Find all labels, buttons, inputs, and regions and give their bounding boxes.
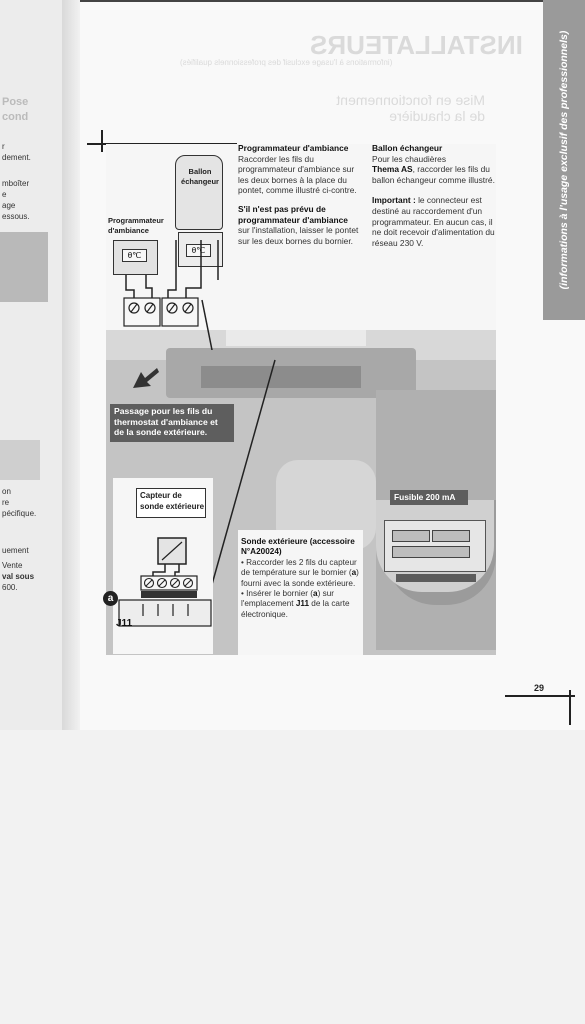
programmateur-label: Programmateur d'ambiance	[108, 216, 164, 235]
sonde-bullet-1-end: ) fourni avec la sonde extérieure.	[241, 568, 359, 588]
left-fragment: re	[2, 498, 10, 507]
left-fragment: Pose	[2, 96, 29, 108]
bornier-marker: a	[107, 593, 114, 604]
sonde-j11: J11	[295, 599, 310, 609]
ballon-body-post: , raccorder les fils du ballon échangeur comme illustré.	[372, 164, 495, 185]
sonde-bullet-2-end: de la carte électronique.	[241, 599, 350, 619]
left-fragment: dement.	[2, 153, 31, 162]
left-photo-2	[0, 440, 40, 480]
fusible-inset	[376, 500, 494, 592]
ballon-heading: Ballon échangeur	[372, 143, 443, 153]
left-fragment: Vente	[2, 561, 23, 570]
sonde-bullet-2-mid: ) sur l'emplacement	[241, 589, 334, 609]
sonde-ref: a	[351, 568, 357, 578]
frame-line-tick	[101, 130, 103, 152]
capteur-label: Capteur de sonde extérieure	[140, 491, 205, 511]
left-fragment: e	[2, 190, 7, 199]
left-fragment: essous.	[2, 212, 30, 221]
left-fragment: val sous	[2, 572, 35, 581]
programmateur-heading: Programmateur d'ambiance	[238, 143, 349, 153]
left-fragment: r	[2, 142, 5, 151]
programmateur-body2: sur l'installation, laisser le pontet sur les deux bornes du bornier.	[238, 225, 359, 246]
background-surface	[0, 730, 585, 1024]
important-label: Important :	[372, 195, 416, 206]
side-tab	[543, 0, 585, 320]
programmateur-body: Raccorder les fils du programmateur d'ambiance sur les deux bornes à la place du pontet, comme illustré ci-contre.	[238, 153, 357, 196]
important-text: le connecteur est destiné au raccordement d'un programmateur. En aucun cas, il ne doit recevoir d'alimentation du réseau 230 V.	[372, 195, 495, 248]
sonde-bullet-1: • Raccorder les 2 fils du capteur de température sur le bornier (	[241, 557, 357, 578]
ballon-label: Ballon échangeur	[181, 167, 219, 186]
left-photo	[0, 232, 48, 302]
left-fragment: pécifique.	[2, 509, 37, 518]
footer-tick	[569, 690, 571, 725]
page-number: 29	[534, 683, 545, 693]
ghost-title: INSTALLATEURS	[310, 30, 523, 60]
left-fragment: age	[2, 201, 16, 210]
ghost-section-title: Mise en fonctionnement de la chaudière	[336, 92, 485, 124]
sonde-bullet-2: • Insérer le bornier (	[241, 589, 314, 599]
top-edge-line	[80, 0, 585, 2]
ballon-column	[372, 143, 497, 248]
ballon-model: Thema AS	[372, 164, 413, 175]
thermostat-symbol-1: θ℃	[122, 249, 147, 262]
passage-callout: Passage pour les fils du thermostat d'ambiance et de la sonde extérieure.	[110, 404, 234, 442]
footer-rule	[505, 695, 575, 697]
arrow-icon	[133, 366, 159, 395]
sonde-heading: Sonde extérieure (accessoire N°A20024)	[241, 537, 355, 557]
programmateur-column	[238, 143, 363, 246]
ballon-body-pre: Pour les chaudières	[372, 153, 447, 164]
side-tab-text: (informations à l'usage exclusif des professionnels)	[558, 30, 570, 290]
programmateur-emph: S'il n'est pas prévu de programmateur d'ambiance	[238, 203, 348, 225]
sonde-column	[241, 537, 361, 620]
thermostat-symbol-2: θ℃	[186, 244, 211, 257]
sonde-diagram	[113, 520, 213, 659]
left-fragment: mboîter	[2, 179, 30, 188]
ghost-subtitle: (informations à l'usage exclusif des professionnels qualifiés)	[180, 58, 393, 67]
left-fragment: 600.	[2, 583, 18, 592]
left-fragment: uement	[2, 546, 29, 555]
j11-label: J11	[116, 618, 133, 629]
fusible-callout: Fusible 200 mA	[390, 490, 468, 505]
sonde-ref: a	[313, 589, 318, 599]
left-fragment: cond	[2, 111, 29, 123]
left-fragment: on	[2, 487, 11, 496]
